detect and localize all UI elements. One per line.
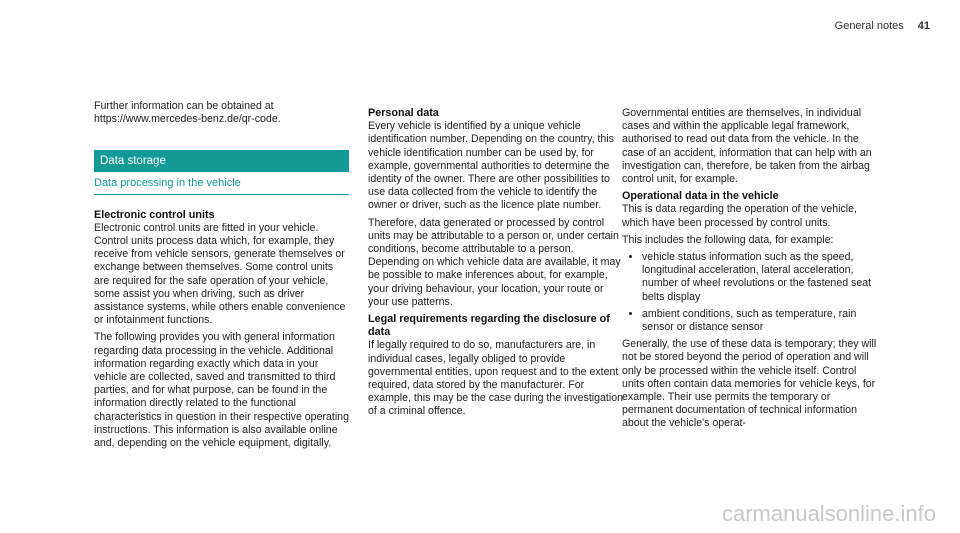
column-1: [94, 100, 349, 454]
subsection-heading: Data processing in the vehicle: [94, 177, 349, 194]
operational-data-text-2: This includes the following data, for example:: [622, 233, 834, 246]
bullet-list: [622, 251, 877, 334]
personal-data-text-2: Therefore, data generated or processed by control units may be attributable to a person or, under certain conditions, become attributable to a person. Depending on which vehicle data are available, it may be possible to make inferences about, for example, your driving behaviour, your location, your route or your use patterns.: [368, 216, 621, 308]
list-item: • ambient conditions, such as temperature, rain sensor or distance sensor: [642, 308, 877, 334]
legal-heading: Legal requirements regarding the disclosure of data: [368, 313, 610, 339]
section-banner: Data storage: [94, 150, 349, 172]
personal-data-heading: Personal data: [368, 107, 439, 119]
intro-text: Further information can be obtained at https://www.mercedes-benz.de/qr-code.: [94, 100, 281, 126]
ecu-text-2: The following provides you with general information regarding data processing in the vehicle. Additional information regarding exactly which data in your vehicle are collected, saved and transmitted to third parties, and for what purpose, can be found in the information directly related to the functional characteristics in question in their respective operating instructions. This information is also available online and, depending on the vehicle equipment, digitally.: [94, 331, 349, 450]
legal-text: If legally required to do so, manufacturers are, in individual cases, legally obliged to provide governmental entities, upon request and to the extent required, data stored by the manufacturer. For example, this may be the case during the investigation of a criminal offence.: [368, 339, 623, 418]
page-number: 41: [917, 20, 930, 32]
operational-data-heading: Operational data in the vehicle: [622, 190, 779, 203]
personal-data-text: Every vehicle is identified by a unique vehicle identification number. Depending on the country, this vehicle identification number can be used by, for example, governmental authorities to determine the identity of the owner. There are other possibilities to use data collected from the vehicle to identify the owner or driver, such as the licence plate number.: [368, 120, 614, 212]
ecu-text: Electronic control units are fitted in your vehicle. Control units process data which, for example, they receive from vehicle sensors, generate themselves or exchange between themselves. Some control units are required for the safe operation of your vehicle, some assist you when driving, such as driver assistance systems, while others enable convenience or infotainment functions.: [94, 221, 346, 327]
column-2: [368, 107, 623, 423]
list-item: • vehicle status information such as the speed, longitudinal acceleration, lateral acceleration, number of wheel revolutions or the fastened seat belts display: [642, 251, 877, 304]
section-title: General notes: [834, 20, 904, 32]
ecu-heading: Electronic control units: [94, 208, 215, 221]
general-text: Generally, the use of these data is temporary; they will not be stored beyond the period of operation and will only be processed within the vehicle itself. Control units often contain data memories for vehicle keys, for example. Their use permits the temporary or permanent documentation of technical information about the vehicle's operat-: [622, 338, 877, 430]
column-3: [622, 107, 877, 435]
page-header: [835, 20, 930, 32]
governmental-text: Governmental entities are themselves, in individual cases and within the applicable legal framework, authorised to read out data from the vehicle. In the case of an accident, information that can help with an investigation can, therefore, be taken from the airbag control unit, for example.: [622, 107, 872, 186]
operational-data-text: This is data regarding the operation of the vehicle, which have been processed by control units.: [622, 203, 857, 229]
watermark: carmanualsonline.info: [721, 501, 936, 526]
